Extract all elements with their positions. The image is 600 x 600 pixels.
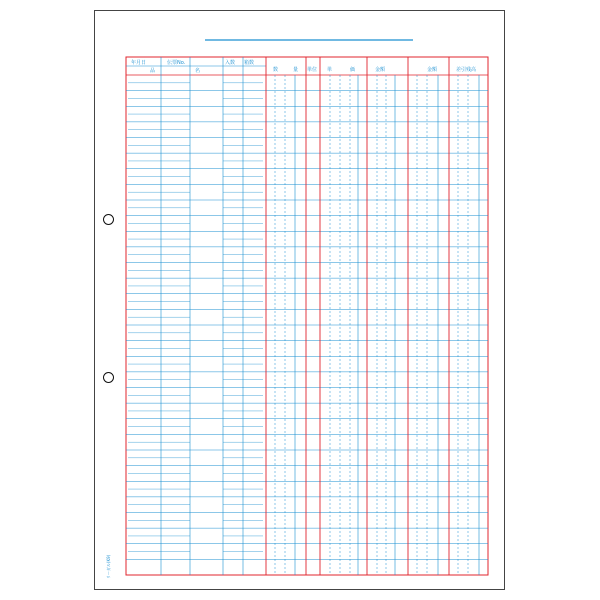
header-amount-2: 金額 [427, 67, 438, 73]
table-frame [126, 57, 488, 575]
ledger-form [95, 11, 506, 591]
header-quantity-a: 数 [273, 67, 279, 73]
header-box-count: 箱数 [244, 60, 255, 66]
header-date: 年月日 [131, 60, 147, 66]
header-quantity-b: 量 [293, 67, 299, 73]
header-slip-no: 伝票No. [167, 60, 186, 66]
header-case-qty: 入数 [225, 60, 236, 66]
header-unit: 単位 [307, 67, 318, 73]
header-unit-price-a: 単 [327, 67, 333, 73]
header-item: 品 [150, 68, 156, 74]
header-name: 名 [195, 68, 201, 74]
header-amount-1: 金額 [375, 67, 386, 73]
grid-lines [126, 57, 488, 575]
header-unit-price-b: 価 [350, 67, 356, 73]
ledger-sheet [94, 10, 505, 590]
side-code: リーガル(K9) [106, 554, 111, 579]
header-balance: 差引残高 [456, 67, 477, 73]
